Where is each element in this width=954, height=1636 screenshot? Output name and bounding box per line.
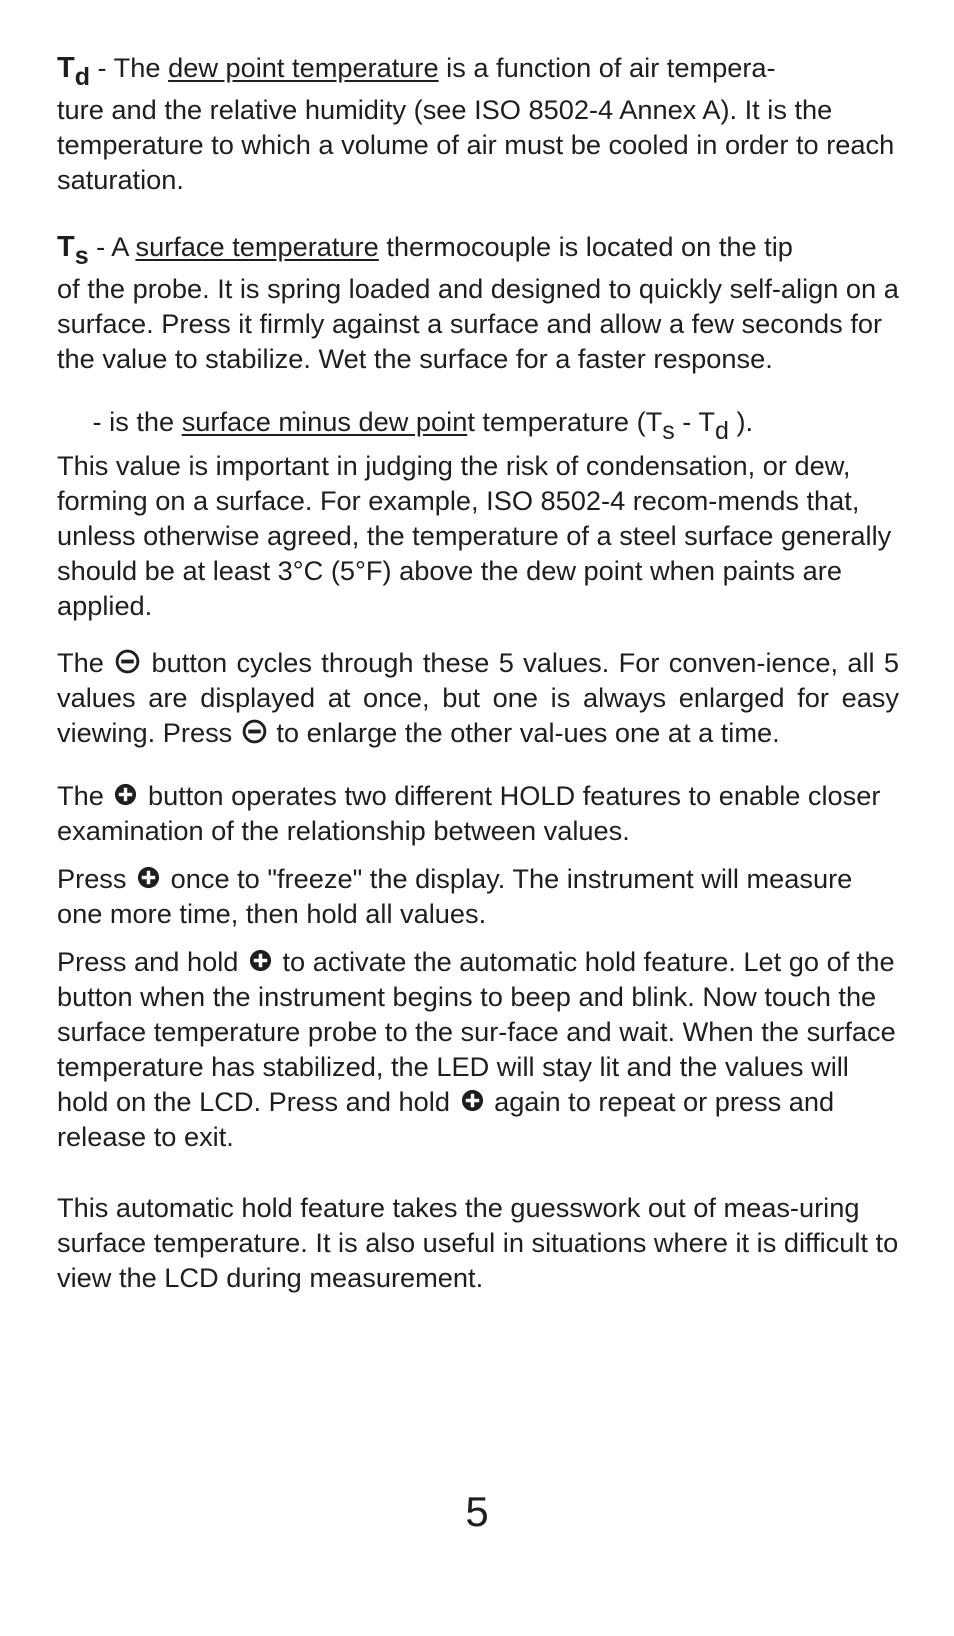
plus-button-paragraph-1: The button operates two different HOLD features to enable closer examination of the relationship between values. [57, 780, 881, 846]
td-symbol: $T_d$ [57, 52, 90, 91]
surface-temperature-term: surface temperature [135, 231, 379, 262]
ts-paragraph: $T_s$ - A surface temperature thermocouple is located on the tip of the probe. It is spring loaded and designed to quickly self-align on a surface. Press it firmly against a surface and allow a few seconds for the value to stabilize. Wet the surface for a faster response. [57, 231, 899, 374]
circle-plus-icon [136, 865, 161, 890]
surface-minus-dew-point-term: surface minus dew poin [181, 406, 468, 437]
manual-page-content [57, 50, 899, 1295]
circle-plus-icon [113, 782, 138, 807]
circle-minus-icon [242, 719, 267, 744]
minus-button-paragraph: The button cycles through these 5 values. For conven-ience, all 5 values are displayed at once, but one is always enlarged for easy viewing. Press to enlarge the other val-ues one at a time. [57, 647, 899, 748]
circle-plus-icon [248, 948, 273, 973]
dew-point-term: dew point temperature [168, 52, 439, 83]
circle-minus-icon [115, 649, 140, 674]
plus-button-paragraph-2: Press once to "freeze" the display. The instrument will measure one more time, then hold all values. [57, 863, 853, 929]
tdf-body: This value is important in judging the risk of condensation, or dew, forming on a surface. For example, ISO 8502-4 recom-mends that, unless otherwise agreed, the temperature of a steel surface generally should be at least 3°C (5°F) above the dew point when paints are applied. [57, 450, 892, 621]
plus-button-paragraph-3: Press and hold to activate the automatic hold feature. Let go of the button when the instrument begins to beep and blink. Now touch the surface temperature probe to the sur-face and wait. When the surface temperature has stabilized, the LED will stay lit and the values will hold on the LCD. Press and hold again to repeat or press and release to exit. [57, 946, 896, 1152]
td-body: ture and the relative humidity (see ISO 8502-4 Annex A). It is the temperature to which a volume of air must be cooled in order to reach saturation. [57, 94, 895, 195]
ts-symbol: $T_s$ [57, 231, 89, 270]
td-paragraph: $T_d$ - The dew point temperature is a function of air tempera- ture and the relative humidity (see ISO 8502-4 Annex A). It is the temperature to which a volume of air must be cooled in order to reach saturation. [57, 50, 899, 197]
circle-plus-icon [460, 1088, 485, 1113]
ts-body: of the probe. It is spring loaded and designed to quickly self-align on a surface. Press it firmly against a surface and allow a few seconds for the value to stabilize. Wet the surface for a faster response. [57, 273, 899, 374]
page-number: 5 [465, 1488, 489, 1535]
tdf-paragraph: - is the surface minus dew point temperature ($T_s - T_d$ ). This value is important in judging the risk of condensation, or dew, forming on a surface. For example, ISO 8502-4 recom-mends that, unless otherwise agreed, the temperature of a steel surface generally should be at least 3°C (5°F) above the dew point when paints are applied. [57, 404, 899, 623]
closing-paragraph: This automatic hold feature takes the guesswork out of meas-uring surface temperature. It is also useful in situations where it is difficult to view the LCD during measurement. [57, 1192, 899, 1293]
